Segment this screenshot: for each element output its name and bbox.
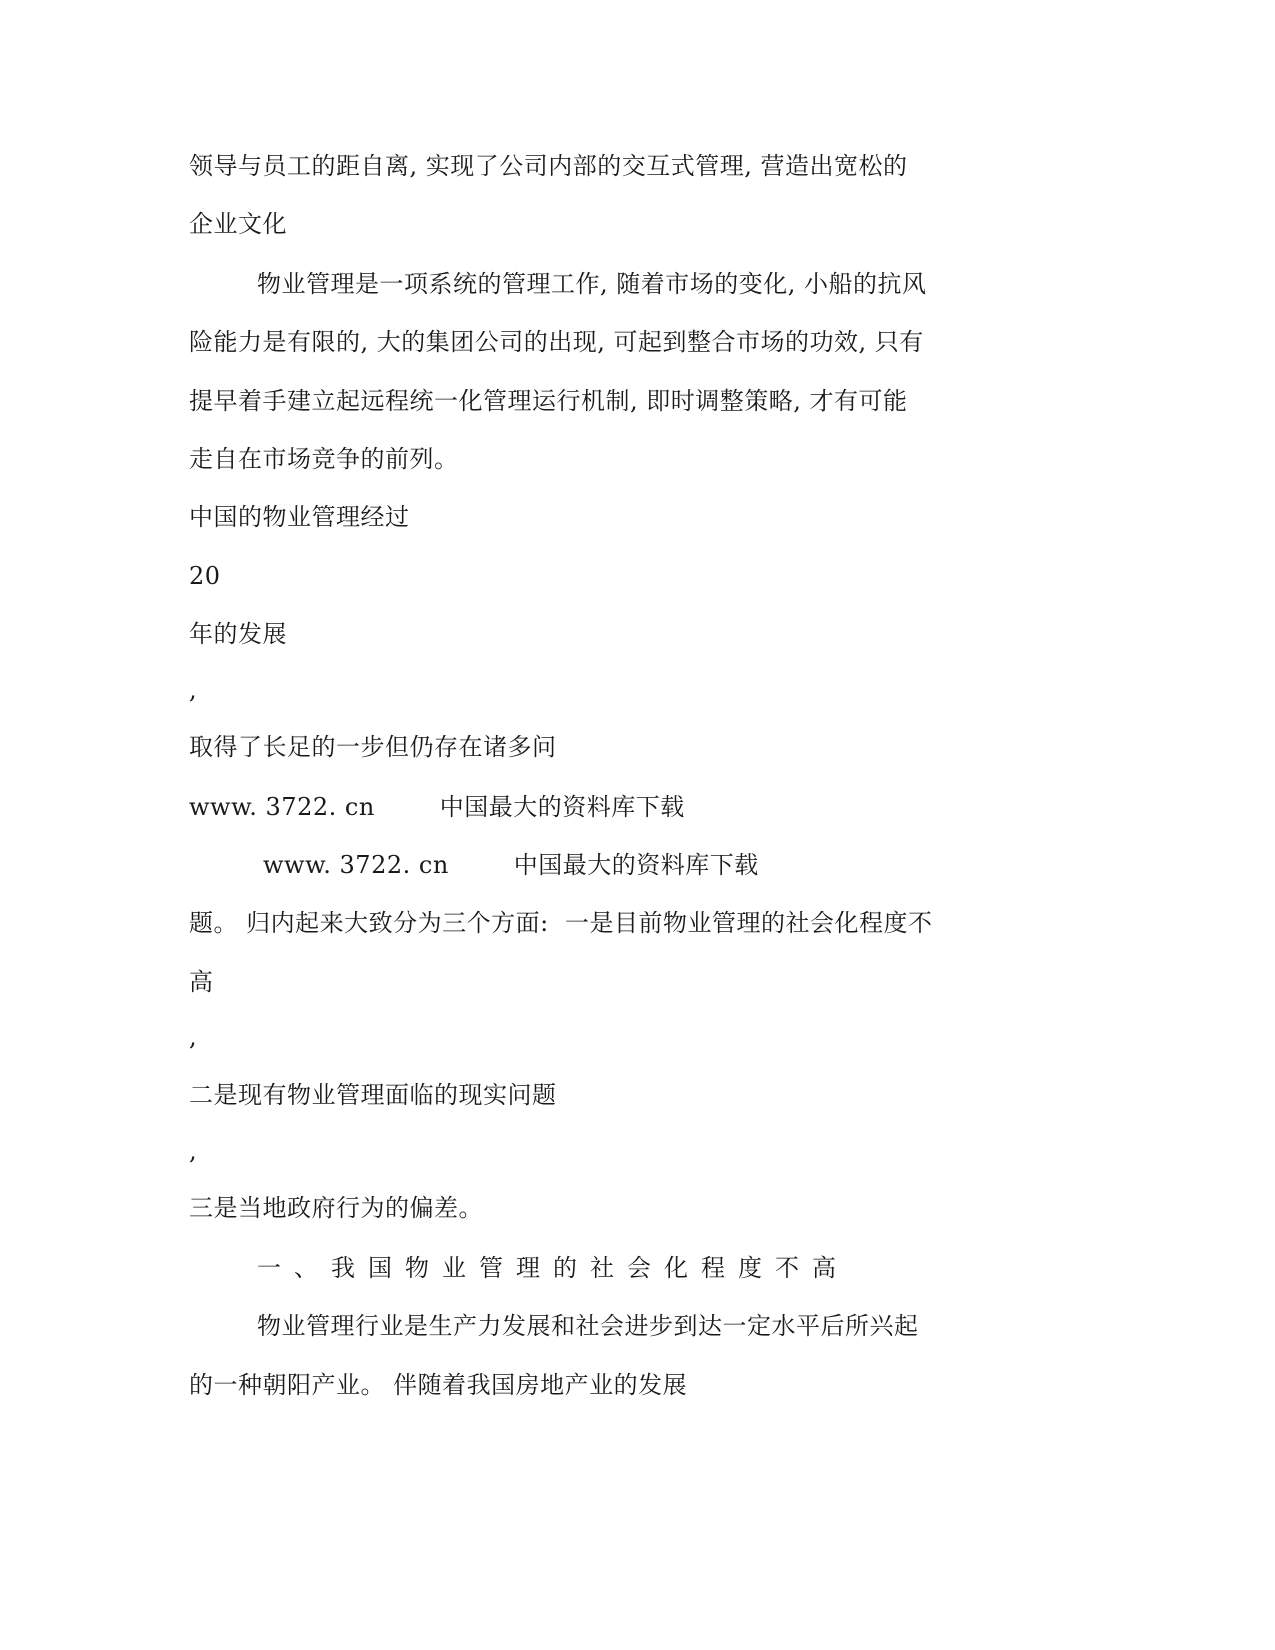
- text-line-4: 险能力是有限的, 大的集团公司的出现, 可起到整合市场的功效, 只有: [189, 328, 924, 356]
- text-line-16: ,: [189, 1023, 198, 1051]
- text-line-9: 年的发展: [189, 620, 287, 648]
- text-line-10: ,: [189, 676, 198, 704]
- text-line-15: 高: [189, 968, 214, 996]
- text-line-7: 中国的物业管理经过: [189, 503, 410, 531]
- paragraph-start-line-2: 物业管理行业是生产力发展和社会进步到达一定水平后所兴起: [257, 1312, 919, 1340]
- text-line-11: 取得了长足的一步但仍存在诸多问: [189, 733, 557, 761]
- text-line-1: 领导与员工的距自离, 实现了公司内部的交互式管理, 营造出宽松的: [189, 152, 908, 180]
- text-line-22: 的一种朝阳产业。 伴随着我国房地产业的发展: [189, 1371, 688, 1399]
- section-heading: 一、我国物业管理的社会化程度不高: [257, 1254, 849, 1282]
- text-line-8: 20: [189, 562, 221, 590]
- watermark-line-1: www. 3722. cn 中国最大的资料库下载: [189, 793, 685, 821]
- text-line-19: 三是当地政府行为的偏差。: [189, 1194, 483, 1222]
- text-line-6: 走自在市场竞争的前列。: [189, 445, 459, 473]
- text-line-5: 提早着手建立起远程统一化管理运行机制, 即时调整策略, 才有可能: [189, 387, 908, 415]
- text-line-17: 二是现有物业管理面临的现实问题: [189, 1081, 557, 1109]
- paragraph-start-line: 物业管理是一项系统的管理工作, 随着市场的变化, 小船的抗风: [257, 270, 927, 298]
- text-line-2: 企业文化: [189, 210, 287, 238]
- watermark-line-2: www. 3722. cn 中国最大的资料库下载: [263, 851, 759, 879]
- text-line-14: 题。 归内起来大致分为三个方面: 一是目前物业管理的社会化程度不: [189, 909, 933, 937]
- text-line-18: ,: [189, 1137, 198, 1165]
